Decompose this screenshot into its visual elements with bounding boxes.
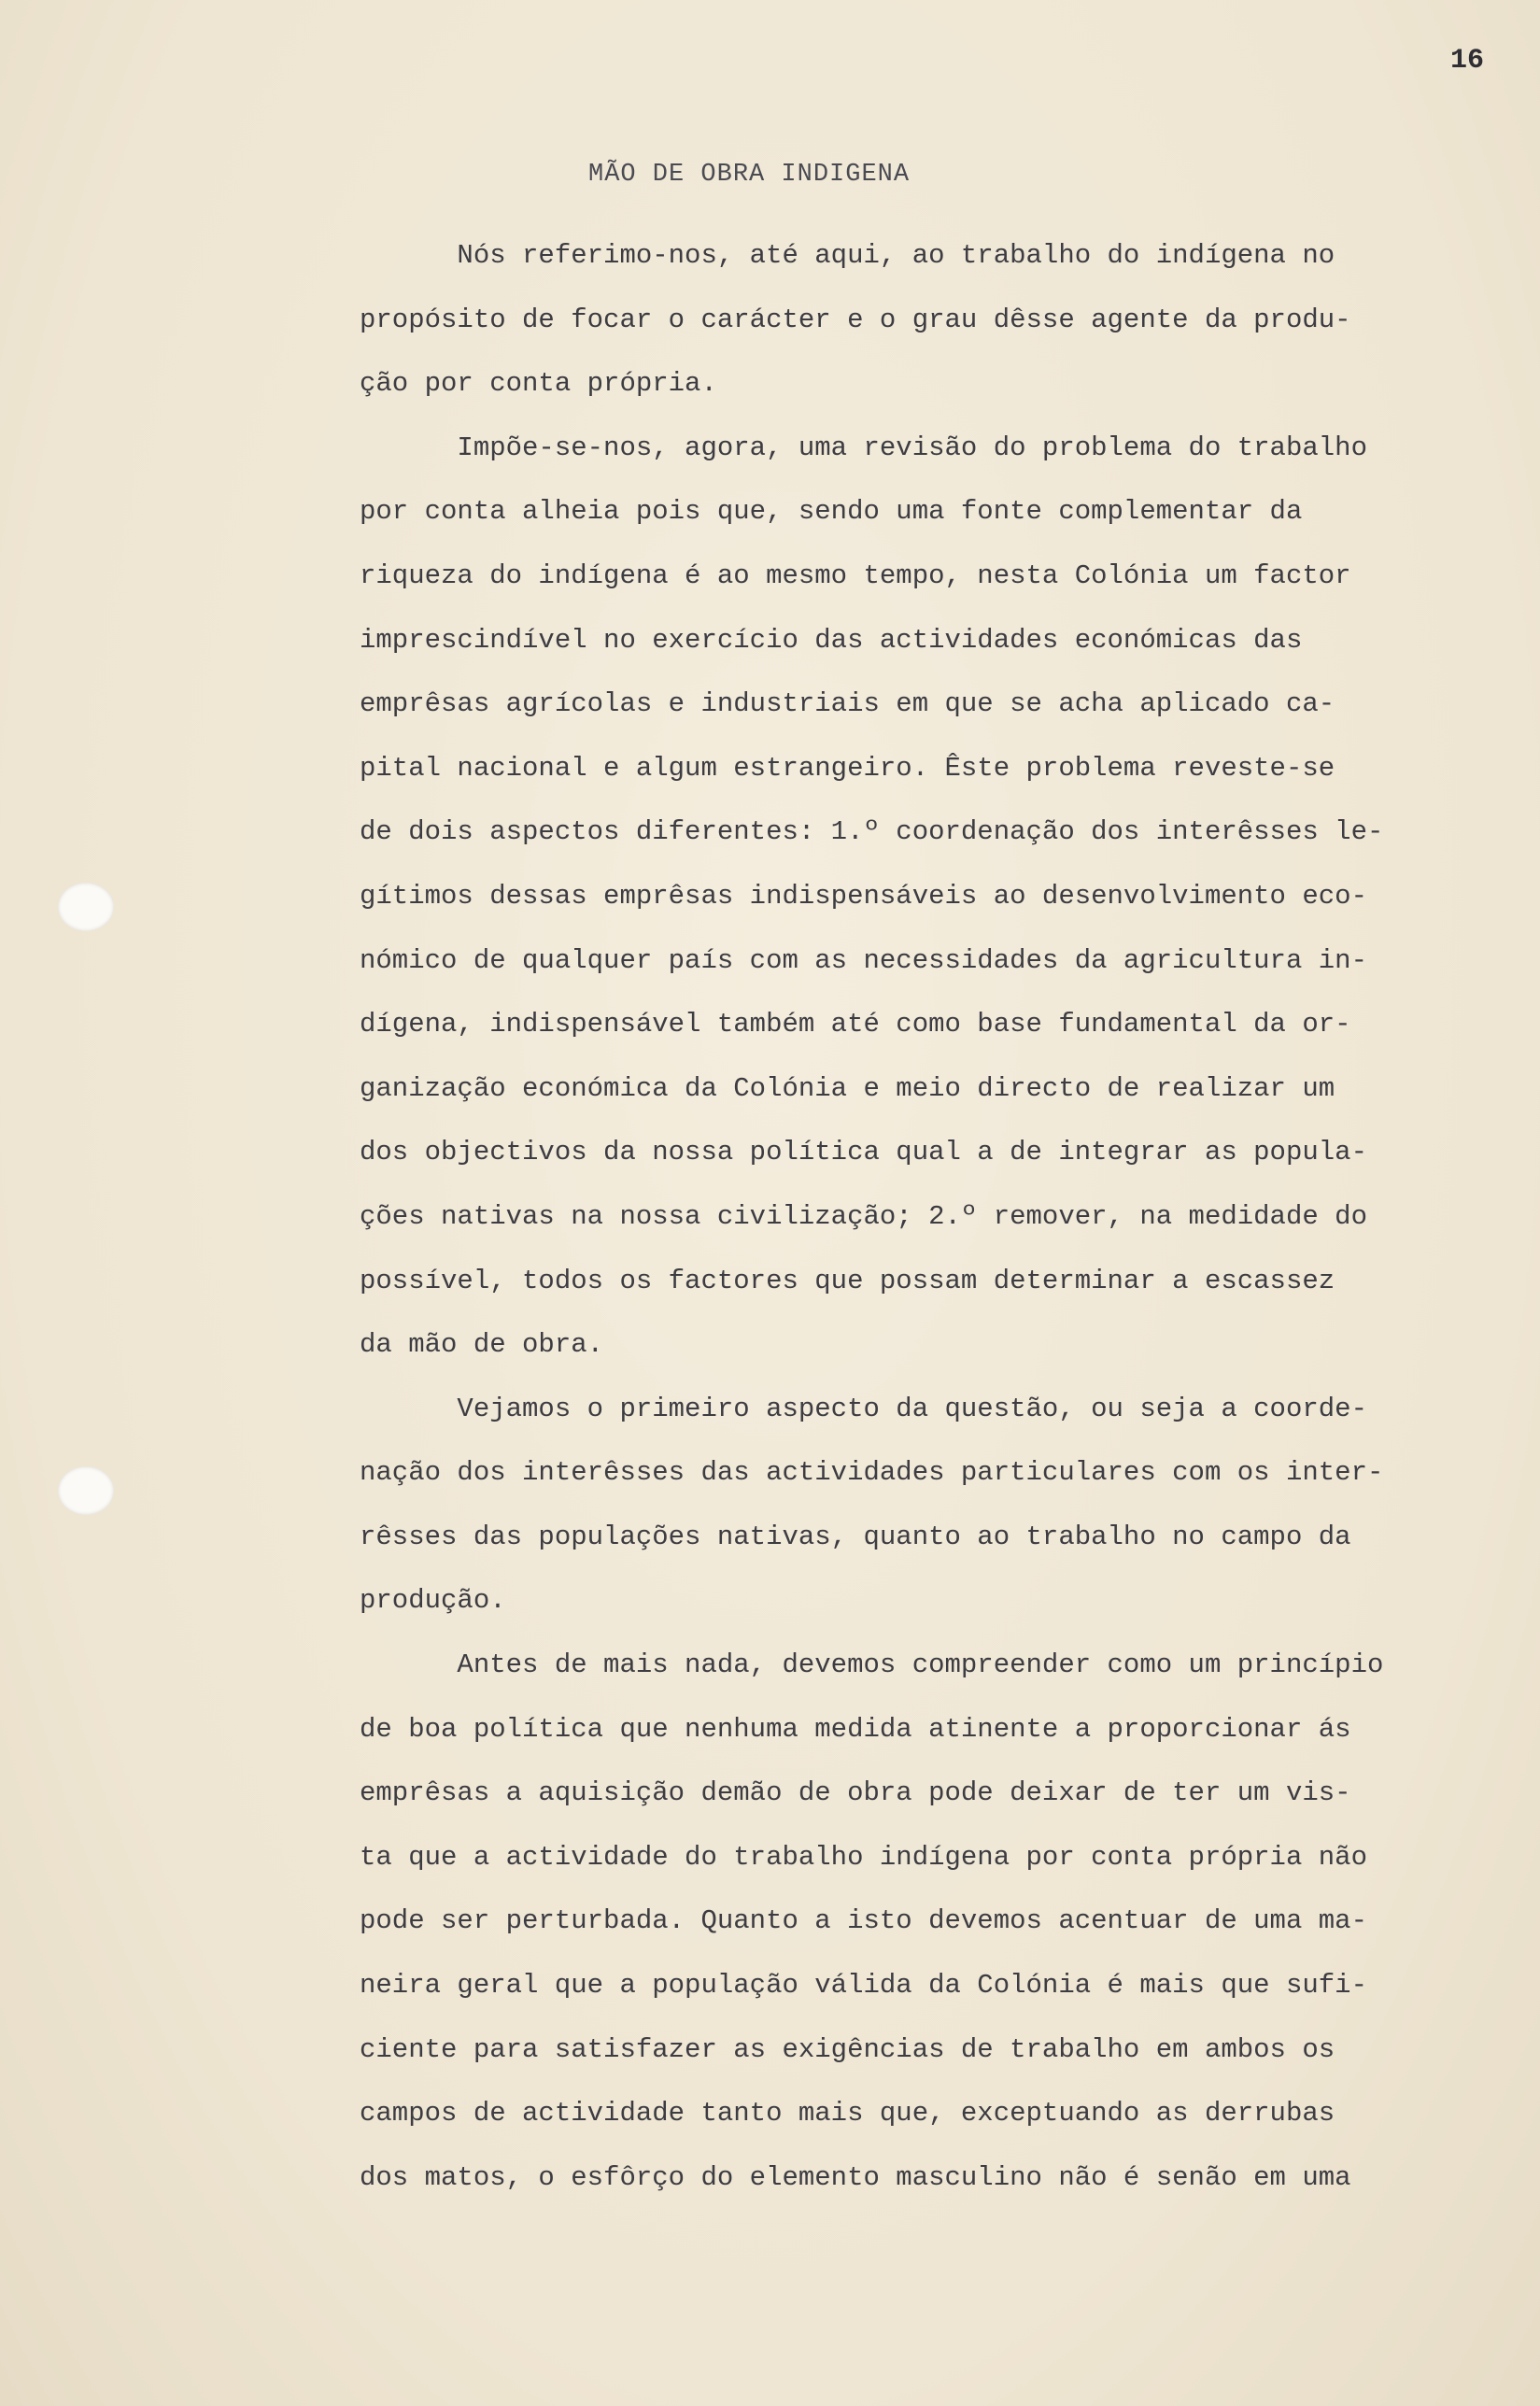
text-line: ções nativas na nossa civilização; 2.º remover, na medidade do (360, 1200, 1367, 1232)
body-text (360, 224, 1518, 2210)
text-line: de dois aspectos diferentes: 1.º coordenação dos interêsses le- (360, 816, 1384, 848)
text-line: dos objectivos da nossa política qual a de integrar as popula- (360, 1137, 1367, 1168)
text-line: ta que a actividade do trabalho indígena por conta própria não (360, 1841, 1367, 1873)
text-line: dígena, indispensável também até como base fundamental da or- (360, 1009, 1351, 1040)
text-line: emprêsas a aquisição demão de obra pode deixar de ter um vis- (360, 1777, 1351, 1809)
text-line: pital nacional e algum estrangeiro. Êste problema reveste-se (360, 752, 1335, 784)
text-line: ganização económica da Colónia e meio directo de realizar um (360, 1072, 1335, 1104)
text-line: pode ser perturbada. Quanto a isto devemos acentuar de uma ma- (360, 1905, 1367, 1937)
text-line: Nós referimo-nos, até aqui, ao trabalho do indígena no (360, 240, 1335, 271)
text-line: Antes de mais nada, devemos compreender como um princípio (360, 1649, 1384, 1681)
text-line: imprescindível no exercício das actividades económicas das (360, 624, 1303, 656)
text-line: Impõe-se-nos, agora, uma revisão do problema do trabalho (360, 432, 1367, 463)
text-line: dos matos, o esfôrço do elemento masculino não é senão em uma (360, 2161, 1351, 2193)
text-line: neira geral que a população válida da Colónia é mais que sufi- (360, 1970, 1367, 2002)
text-line: gítimos dessas emprêsas indispensáveis ao desenvolvimento eco- (360, 880, 1367, 912)
text-line: Vejamos o primeiro aspecto da questão, ou seja a coorde- (360, 1393, 1367, 1424)
text-line: possível, todos os factores que possam determinar a escassez (360, 1265, 1335, 1296)
text-line: de boa política que nenhuma medida atinente a proporcionar ás (360, 1713, 1351, 1745)
text-line: da mão de obra. (360, 1329, 604, 1361)
text-line: emprêsas agrícolas e industriais em que se acha aplicado ca- (360, 688, 1335, 720)
section-title: MÃO DE OBRA INDIGENA (588, 161, 911, 189)
text-line: ção por conta própria. (360, 368, 717, 400)
text-line: nação dos interêsses das actividades particulares com os inter- (360, 1457, 1384, 1489)
page-number: 16 (1449, 45, 1484, 77)
text-line: nómico de qualquer país com as necessidades da agricultura in- (360, 944, 1367, 976)
punch-hole-top (58, 883, 114, 931)
punch-hole-bottom (58, 1466, 114, 1515)
text-line: produção. (360, 1585, 506, 1617)
text-line: campos de actividade tanto mais que, exceptuando as derrubas (360, 2098, 1335, 2130)
text-line: rêsses das populações nativas, quanto ao trabalho no campo da (360, 1521, 1351, 1552)
text-line: riqueza do indígena é ao mesmo tempo, nesta Colónia um factor (360, 559, 1351, 591)
text-line: por conta alheia pois que, sendo uma fonte complementar da (360, 496, 1303, 528)
text-line: ciente para satisfazer as exigências de trabalho em ambos os (360, 2033, 1335, 2065)
text-line: propósito de focar o carácter e o grau dêsse agente da produ- (360, 304, 1351, 335)
